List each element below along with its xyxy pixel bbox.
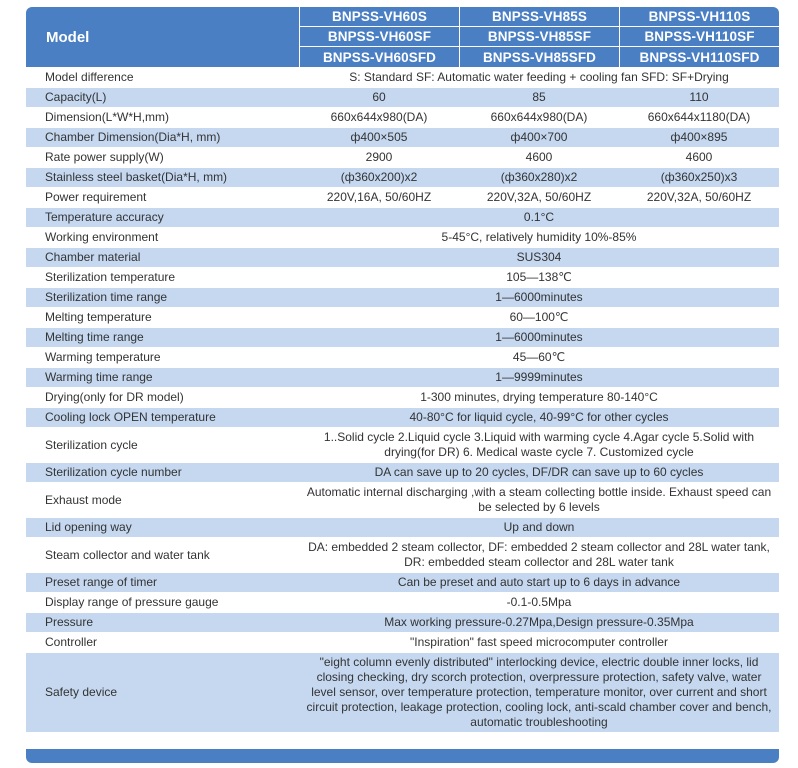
- spec-row-value: 0.1°C: [299, 207, 779, 227]
- spec-row-label: Lid opening way: [26, 517, 299, 537]
- spec-row-value: S: Standard SF: Automatic water feeding + cooling fan SFD: SF+Drying: [299, 67, 779, 87]
- spec-row-value: 1-300 minutes, drying temperature 80-140°C: [299, 387, 779, 407]
- spec-row-label: Safety device: [26, 652, 299, 732]
- header-model-label: Model: [26, 7, 299, 67]
- spec-row-value: DA can save up to 20 cycles, DF/DR can save up to 60 cycles: [299, 462, 779, 482]
- spec-row-value: (ф360x200)x2: [299, 167, 459, 187]
- model-name-cell: BNPSS-VH85S: [459, 7, 619, 27]
- spec-row-label: Cooling lock OPEN temperature: [26, 407, 299, 427]
- spec-row-value: ф400×895: [619, 127, 779, 147]
- model-name-cell: BNPSS-VH110SFD: [619, 47, 779, 67]
- spec-row-label: Sterilization time range: [26, 287, 299, 307]
- spec-row-value: Up and down: [299, 517, 779, 537]
- spec-row-value: DA: embedded 2 steam collector, DF: embedded 2 steam collector and 28L water tank, DR: embedded steam collector and 28L water tank: [299, 537, 779, 572]
- spec-row-value: 40-80°C for liquid cycle, 40-99°C for other cycles: [299, 407, 779, 427]
- spec-row-label: Pressure: [26, 612, 299, 632]
- spec-row-value: 110: [619, 87, 779, 107]
- spec-row-label: Dimension(L*W*H,mm): [26, 107, 299, 127]
- spec-row-value: ф400×505: [299, 127, 459, 147]
- spec-row-label: Sterilization cycle: [26, 427, 299, 462]
- spec-row-value: 220V,32A, 50/60HZ: [619, 187, 779, 207]
- spec-row-label: Sterilization cycle number: [26, 462, 299, 482]
- spec-row-label: Rate power supply(W): [26, 147, 299, 167]
- spec-row-value: 1—6000minutes: [299, 327, 779, 347]
- spec-row-value: 4600: [619, 147, 779, 167]
- model-name-cell: BNPSS-VH110SF: [619, 27, 779, 47]
- spec-row-value: 85: [459, 87, 619, 107]
- spec-row-value: SUS304: [299, 247, 779, 267]
- spec-row-value: (ф360x280)x2: [459, 167, 619, 187]
- spec-row-value: "Inspiration" fast speed microcomputer controller: [299, 632, 779, 652]
- spec-row-value: 60: [299, 87, 459, 107]
- spec-row-value: 660x644x1180(DA): [619, 107, 779, 127]
- spec-row-value: 220V,32A, 50/60HZ: [459, 187, 619, 207]
- spec-row-value: 105—138℃: [299, 267, 779, 287]
- model-name-cell: BNPSS-VH60S: [299, 7, 459, 27]
- spec-row-label: Working environment: [26, 227, 299, 247]
- spec-row-value: -0.1-0.5Mpa: [299, 592, 779, 612]
- spec-row-label: Chamber Dimension(Dia*H, mm): [26, 127, 299, 147]
- spec-row-value: 660x644x980(DA): [299, 107, 459, 127]
- spec-row-label: Exhaust mode: [26, 482, 299, 517]
- spec-row-value: "eight column evenly distributed" interlocking device, electric double inner locks, lid closing checking, dry scorch protection, overpressure protection, safety valve, water level sensor, over temperature protection, temperature monitor, over current and short circuit protection, leakage protection, cooling lock, anti-scald chamber cover and bench, automatic troubleshooting: [299, 652, 779, 732]
- spec-row-value: 45—60℃: [299, 347, 779, 367]
- spec-row-label: Power requirement: [26, 187, 299, 207]
- spec-table: [26, 7, 779, 732]
- spec-row-value: Can be preset and auto start up to 6 days in advance: [299, 572, 779, 592]
- spec-row-label: Steam collector and water tank: [26, 537, 299, 572]
- spec-row-value: Automatic internal discharging ,with a steam collecting bottle inside. Exhaust speed can be selected by 6 levels: [299, 482, 779, 517]
- spec-row-value: 660x644x980(DA): [459, 107, 619, 127]
- spec-row-label: Melting temperature: [26, 307, 299, 327]
- spec-row-label: Stainless steel basket(Dia*H, mm): [26, 167, 299, 187]
- spec-row-value: 5-45°C, relatively humidity 10%-85%: [299, 227, 779, 247]
- spec-row-label: Chamber material: [26, 247, 299, 267]
- spec-row-value: 60—100℃: [299, 307, 779, 327]
- spec-row-value: (ф360x250)x3: [619, 167, 779, 187]
- spec-row-value: 220V,16A, 50/60HZ: [299, 187, 459, 207]
- spec-row-label: Temperature accuracy: [26, 207, 299, 227]
- spec-row-label: Preset range of timer: [26, 572, 299, 592]
- spec-row-label: Capacity(L): [26, 87, 299, 107]
- model-name-cell: BNPSS-VH60SF: [299, 27, 459, 47]
- spec-row-value: 1—6000minutes: [299, 287, 779, 307]
- spec-row-value: 4600: [459, 147, 619, 167]
- spec-row-label: Warming time range: [26, 367, 299, 387]
- model-name-cell: BNPSS-VH85SFD: [459, 47, 619, 67]
- spec-row-value: 1..Solid cycle 2.Liquid cycle 3.Liquid with warming cycle 4.Agar cycle 5.Solid with drying(for DR) 6. Medical waste cycle 7. Customized cycle: [299, 427, 779, 462]
- spec-row-label: Warming temperature: [26, 347, 299, 367]
- spec-row-value: Max working pressure-0.27Mpa,Design pressure-0.35Mpa: [299, 612, 779, 632]
- spec-row-label: Model difference: [26, 67, 299, 87]
- model-name-cell: BNPSS-VH85SF: [459, 27, 619, 47]
- spec-row-value: 2900: [299, 147, 459, 167]
- spec-row-label: Melting time range: [26, 327, 299, 347]
- model-name-cell: BNPSS-VH110S: [619, 7, 779, 27]
- spec-row-label: Controller: [26, 632, 299, 652]
- spec-row-label: Sterilization temperature: [26, 267, 299, 287]
- table-footer-bar: [26, 749, 779, 763]
- model-name-cell: BNPSS-VH60SFD: [299, 47, 459, 67]
- spec-row-label: Drying(only for DR model): [26, 387, 299, 407]
- spec-row-label: Display range of pressure gauge: [26, 592, 299, 612]
- spec-row-value: ф400×700: [459, 127, 619, 147]
- spec-row-value: 1—9999minutes: [299, 367, 779, 387]
